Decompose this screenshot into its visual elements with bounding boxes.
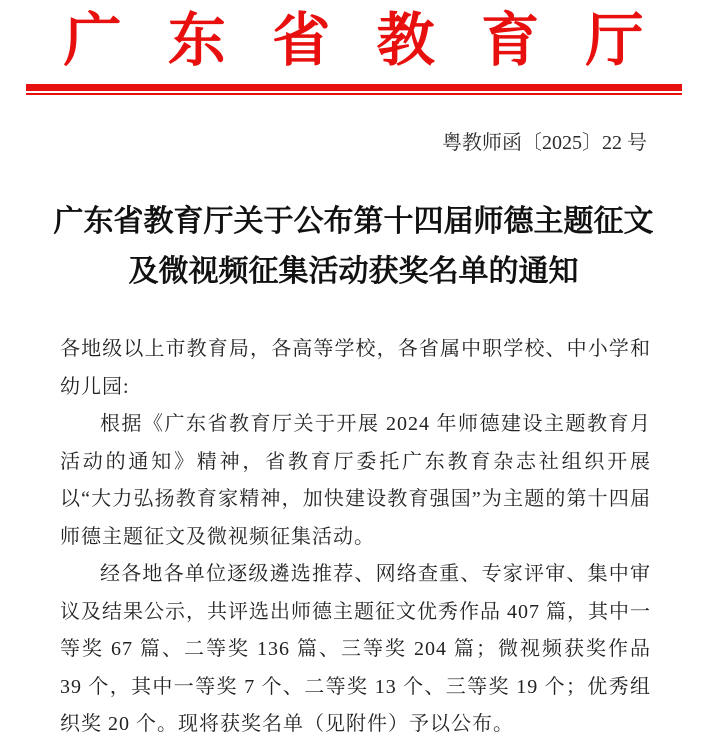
divider-thick-line	[26, 84, 682, 91]
body-paragraph-1: 根据《广东省教育厅关于开展 2024 年师德建设主题教育月活动的通知》精神，省教育厅委托广东教育杂志社组织开展以“大力弘扬教育家精神，加快建设教育强国”为主题的第十四届师德主题征文及微视频征集活动。	[60, 413, 651, 548]
document-title-line-2: 及微视频征集活动获奖名单的通知	[128, 255, 579, 288]
document-title-line-1: 广东省教育厅关于公布第十四届师德主题征文	[53, 205, 654, 238]
document-title	[28, 197, 679, 297]
red-divider	[26, 84, 682, 95]
recipient-line: 各地级以上市教育局，各高等学校，各省属中职学校、中小学和幼儿园:	[60, 338, 651, 398]
body-paragraph-2: 经各地各单位逐级遴选推荐、网络查重、专家评审、集中审议及结果公示，共评选出师德主题征文优秀作品 407 篇，其中一等奖 67 篇、二等奖 136 篇、三等奖 204 篇；微视频获奖作品 39 个，其中一等奖 7 个、二等奖 13 个、三等奖 19 个；优秀组织奖 20 个。现将获奖名单（见附件）予以公布。	[60, 563, 651, 735]
agency-name: 广东省教育厅	[63, 8, 690, 73]
divider-thin-line	[26, 93, 682, 95]
document-body	[60, 331, 651, 744]
letterhead	[0, 0, 707, 95]
doc-number: 粤教师函〔2025〕22 号	[442, 132, 647, 154]
